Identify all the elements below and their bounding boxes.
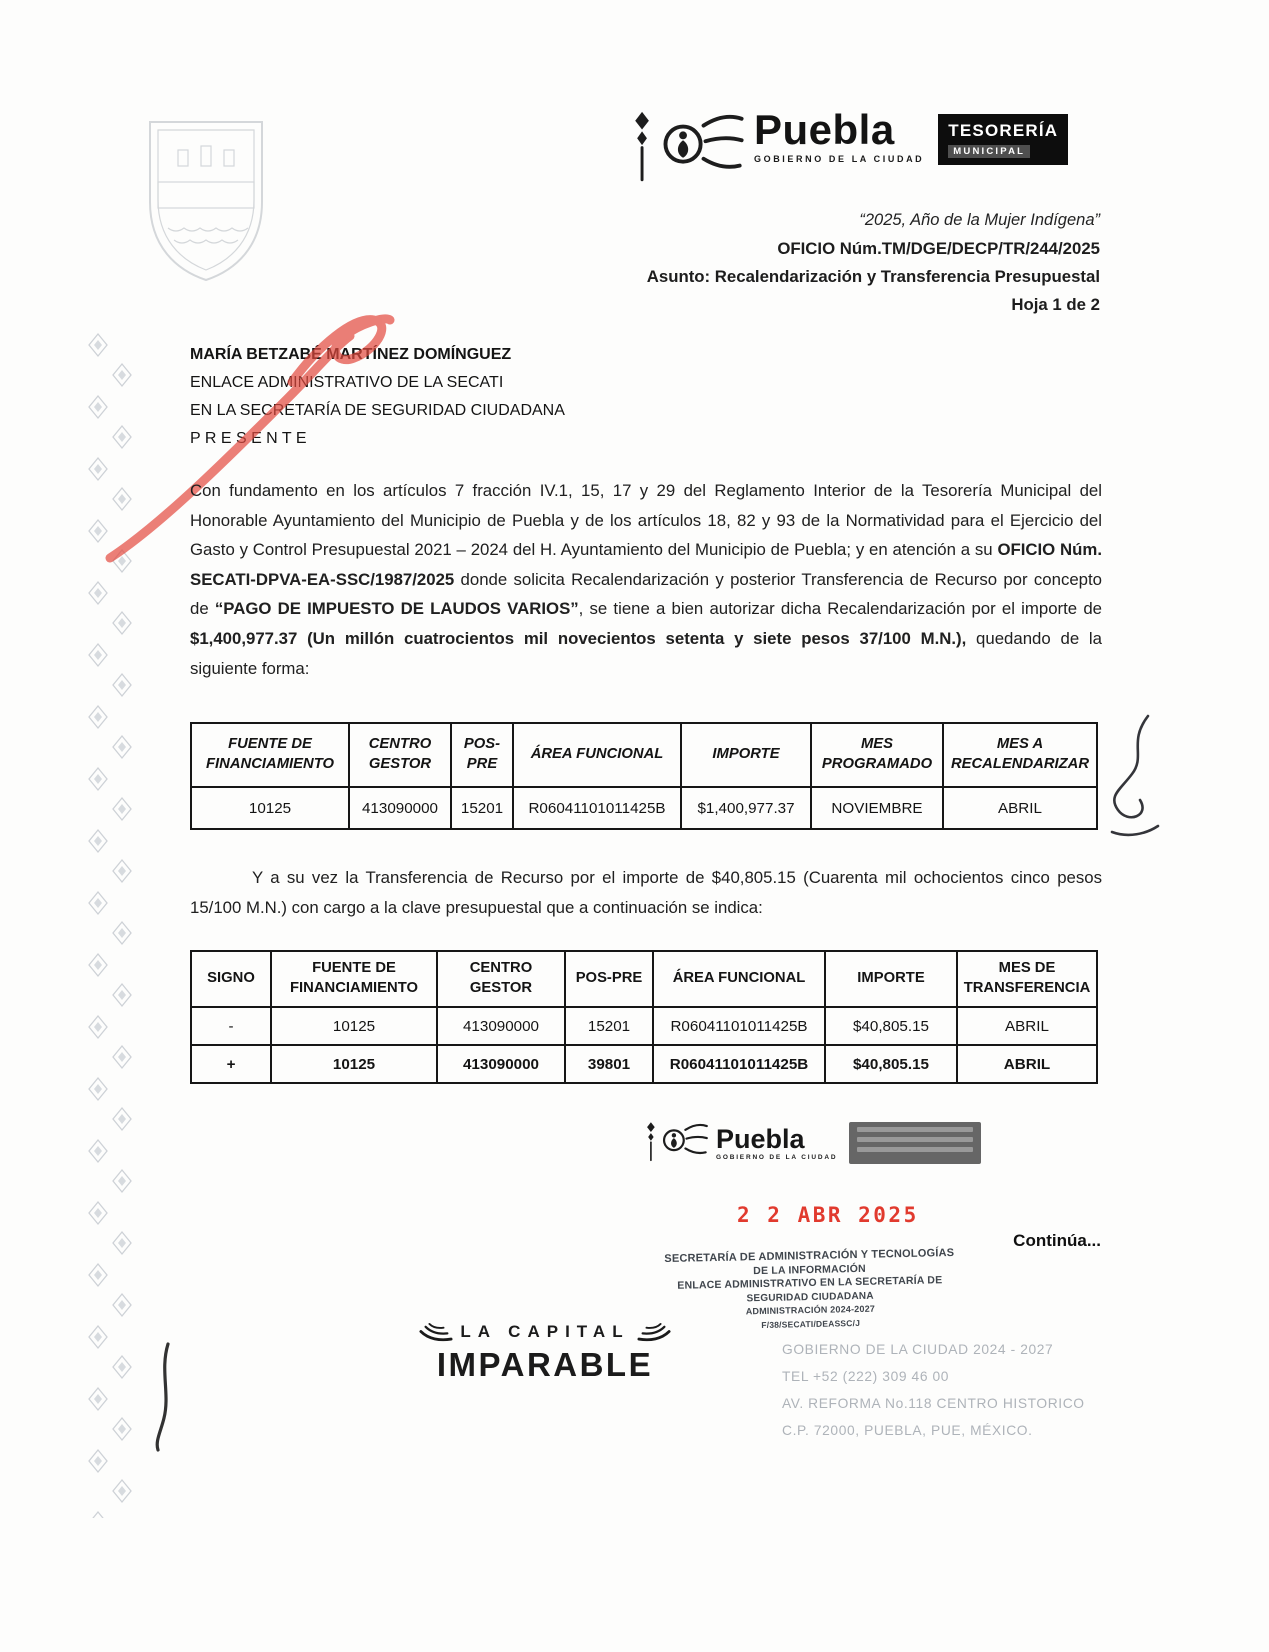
- stamp-line: DE LA INFORMACIÓN: [753, 1262, 867, 1277]
- p1-concepto: “PAGO DE IMPUESTO DE LAUDOS VARIOS”: [214, 599, 579, 619]
- t1-header-cell: FUENTE DE FINANCIAMIENTO: [191, 723, 349, 787]
- p1-seg1: Con fundamento en los artículos 7 fracción IV.1, 15, 17 y 29 del Reglamento Interior de la Tesorería Municipal del Honorable Ayuntamiento del Municipio de Puebla y de los artículos 18, 82 y 93 de la Normatividad para el Ejercicio del Gasto y Control Presupuestal 2021 – 2024 del H. Ayuntamiento del Municipio de Puebla; y en atención a su: [190, 481, 1102, 560]
- header-meta: [647, 211, 1100, 323]
- footer-line-city: C.P. 72000, PUEBLA, PUE, MÉXICO.: [782, 1423, 1033, 1438]
- t2-header-cell: CENTRO GESTOR: [437, 951, 565, 1007]
- t2-header-cell: ÁREA FUNCIONAL: [653, 951, 825, 1007]
- t1-cell: 413090000: [349, 787, 451, 829]
- subject-line: Asunto: Recalendarización y Transferencia Presupuestal: [646, 267, 1100, 286]
- t2-cell: 10125: [271, 1045, 437, 1083]
- stamp-line: SECRETARÍA DE ADMINISTRACIÓN Y TECNOLOGÍAS: [664, 1246, 955, 1266]
- body-paragraph-1: [190, 476, 1102, 683]
- recalendarization-table: [190, 722, 1096, 830]
- t2-cell: 10125: [271, 1007, 437, 1045]
- t2-header-cell: FUENTE DE FINANCIAMIENTO: [271, 951, 437, 1007]
- t2-cell: R06041101011425B: [653, 1007, 825, 1045]
- t1-header-cell: CENTRO GESTOR: [349, 723, 451, 787]
- t1-header-cell: POS- PRE: [451, 723, 513, 787]
- continua-label: Continúa...: [1013, 1231, 1101, 1250]
- table-row: [191, 1045, 1097, 1083]
- p1-seg5: , se tiene a bien autorizar dicha Recalendarización por el importe de: [578, 599, 1102, 619]
- stamp-line: SEGURIDAD CIUDADANA: [746, 1290, 874, 1304]
- recipient-name: MARÍA BETZABÉ MARTÍNEZ DOMÍNGUEZ: [190, 346, 512, 363]
- t2-header-cell: SIGNO: [191, 951, 271, 1007]
- coat-of-arms: [120, 110, 292, 288]
- footer-line-government: GOBIERNO DE LA CIUDAD 2024 - 2027: [782, 1342, 1054, 1357]
- page-number: Hoja 1 de 2: [1011, 295, 1100, 314]
- stamp-line: ADMINISTRACIÓN 2024-2027: [745, 1303, 876, 1317]
- t2-cell: $40,805.15: [825, 1045, 957, 1083]
- table-row: [191, 1007, 1097, 1045]
- t2-cell: 413090000: [437, 1007, 565, 1045]
- t1-cell: $1,400,977.37: [681, 787, 811, 829]
- t2-header-cell: MES DE TRANSFERENCIA: [957, 951, 1097, 1007]
- t1-cell: 10125: [191, 787, 349, 829]
- puebla-angel-icon: [626, 108, 744, 190]
- p1-oficio-ref: OFICIO Núm. SECATI-DPVA-EA-SSC/1987/2025: [190, 540, 1102, 589]
- t2-cell: -: [191, 1007, 271, 1045]
- p1-seg3: donde solicita Recalendarización y posterior Transferencia de Recurso por concepto de: [190, 569, 1102, 619]
- footer-line-phone: TEL +52 (222) 309 46 00: [782, 1369, 950, 1384]
- transfer-table: [190, 950, 1096, 1084]
- approval-signature: [1088, 712, 1166, 850]
- badge-tesoreria-label: TESORERÍA: [948, 121, 1059, 140]
- t1-cell: 15201: [451, 787, 513, 829]
- t1-header-cell: IMPORTE: [681, 723, 811, 787]
- recipient-role: ENLACE ADMINISTRATIVO DE LA SECATI: [190, 374, 504, 391]
- t2-cell: +: [191, 1045, 271, 1083]
- wing-right-icon: [637, 1320, 671, 1343]
- puebla-angel-icon: [642, 1120, 708, 1166]
- puebla-wordmark: Puebla: [754, 106, 895, 153]
- table-row: [191, 787, 1097, 829]
- stamp-smudge: [849, 1122, 981, 1164]
- transfer-paragraph: Y a su vez la Transferencia de Recurso por el importe de $40,805.15 (Cuarenta mil ochocientos cinco pesos 15/100 M.N.) con cargo a la clave presupuestal que a continuación se indica:: [190, 868, 1102, 917]
- capital-imparable-logo: [398, 1320, 692, 1384]
- t1-cell: NOVIEMBRE: [811, 787, 943, 829]
- t2-header-cell: POS-PRE: [565, 951, 653, 1007]
- t2-cell: 15201: [565, 1007, 653, 1045]
- t1-header-cell: MES A RECALENDARIZAR: [943, 723, 1097, 787]
- capital-line: LA CAPITAL: [460, 1321, 630, 1341]
- footer-address: [782, 1336, 1085, 1444]
- t1-cell: R06041101011425B: [513, 787, 681, 829]
- year-legend: “2025, Año de la Mujer Indígena”: [859, 211, 1100, 229]
- imparable-line: IMPARABLE: [436, 1346, 654, 1383]
- stamp-wordmark: Puebla: [716, 1124, 805, 1154]
- badge-municipal-label: MUNICIPAL: [948, 145, 1030, 158]
- p1-seg7: quedando de la siguiente forma:: [190, 628, 1102, 678]
- puebla-logo: [626, 108, 1068, 190]
- t1-header-cell: MES PROGRAMADO: [811, 723, 943, 787]
- t2-header-cell: IMPORTE: [825, 951, 957, 1007]
- wing-left-icon: [419, 1320, 453, 1343]
- t2-cell: R06041101011425B: [653, 1045, 825, 1083]
- t2-cell: 413090000: [437, 1045, 565, 1083]
- stamp-logo: [642, 1120, 981, 1166]
- recipient-office: EN LA SECRETARÍA DE SEGURIDAD CIUDADANA: [190, 402, 565, 419]
- stamp-date: 2 2 ABR 2025: [737, 1203, 919, 1227]
- stamp-tagline: GOBIERNO DE LA CIUDAD: [716, 1154, 838, 1161]
- t1-cell: ABRIL: [943, 787, 1097, 829]
- p1-importe: $1,400,977.37 (Un millón cuatrocientos mil novecientos setenta y siete pesos 37/100 M.N.),: [190, 628, 967, 648]
- t2-cell: ABRIL: [957, 1007, 1097, 1045]
- stamp-line: F/38/SECATI/DEASSC/J: [761, 1317, 861, 1330]
- tesoreria-badge: [938, 114, 1068, 165]
- recipient-presente: P R E S E N T E: [190, 430, 307, 447]
- t1-header-cell: ÁREA FUNCIONAL: [513, 723, 681, 787]
- t2-cell: ABRIL: [957, 1045, 1097, 1083]
- stamp-line: ENLACE ADMINISTRATIVO EN LA SECRETARÍA DE: [677, 1274, 943, 1292]
- pen-mark: [138, 1342, 188, 1454]
- t2-cell: $40,805.15: [825, 1007, 957, 1045]
- t2-cell: 39801: [565, 1045, 653, 1083]
- footer-line-street: AV. REFORMA No.118 CENTRO HISTORICO: [782, 1396, 1085, 1411]
- oficio-number: OFICIO Núm.TM/DGE/DECP/TR/244/2025: [777, 239, 1100, 258]
- puebla-tagline: GOBIERNO DE LA CIUDAD: [754, 154, 925, 164]
